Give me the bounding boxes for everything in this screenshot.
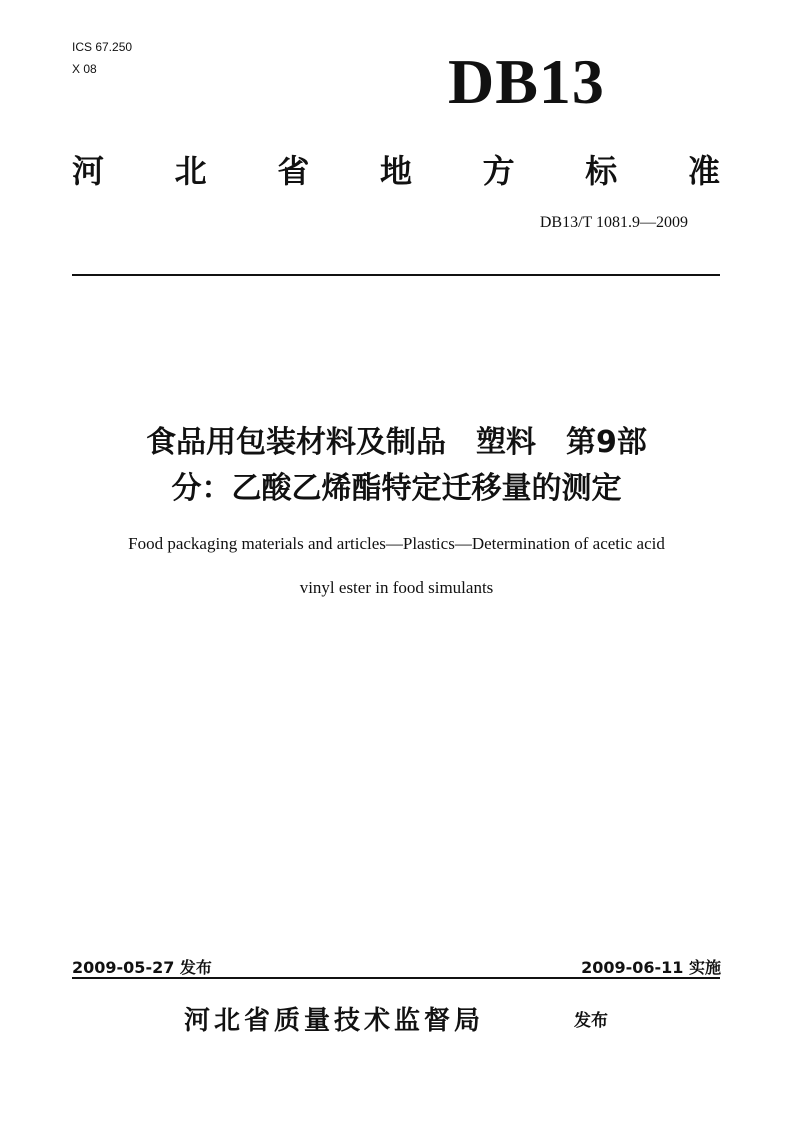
implementation-date: 2009-06-11 实施 [581, 958, 721, 977]
standard-type-heading [72, 146, 720, 192]
ics-code: ICS 67.250 [72, 40, 133, 54]
title-zh-line-1: 食品用包装材料及制品 塑料 第9部 [146, 425, 647, 460]
heading-char: 标 [585, 152, 618, 190]
title-english [0, 522, 793, 610]
title-zh-line-2: 分：乙酸乙烯酯特定迁移量的测定 [171, 471, 622, 506]
heading-char: 方 [482, 152, 515, 190]
heading-char: 准 [687, 152, 720, 190]
issuing-authority: 河北省质量技术监督局 [184, 1006, 485, 1036]
issue-date: 2009-05-27 发布 [72, 958, 212, 977]
issued-label: 发布 [574, 1011, 608, 1031]
heading-char: 地 [379, 152, 412, 190]
heading-char: 省 [277, 152, 310, 190]
classification-code: X 08 [72, 62, 97, 76]
footer-divider [72, 977, 720, 979]
heading-char: 河 [72, 152, 105, 190]
standard-code-logo: DB13 [448, 46, 605, 117]
title-en-line-1: Food packaging materials and articles—Plastics—Determination of acetic acid [128, 534, 665, 553]
standard-number: DB13/T 1081.9—2009 [539, 214, 688, 231]
header-divider [72, 274, 720, 276]
heading-char: 北 [174, 152, 207, 190]
title-en-line-2: vinyl ester in food simulants [299, 578, 494, 597]
title-chinese [0, 420, 793, 512]
